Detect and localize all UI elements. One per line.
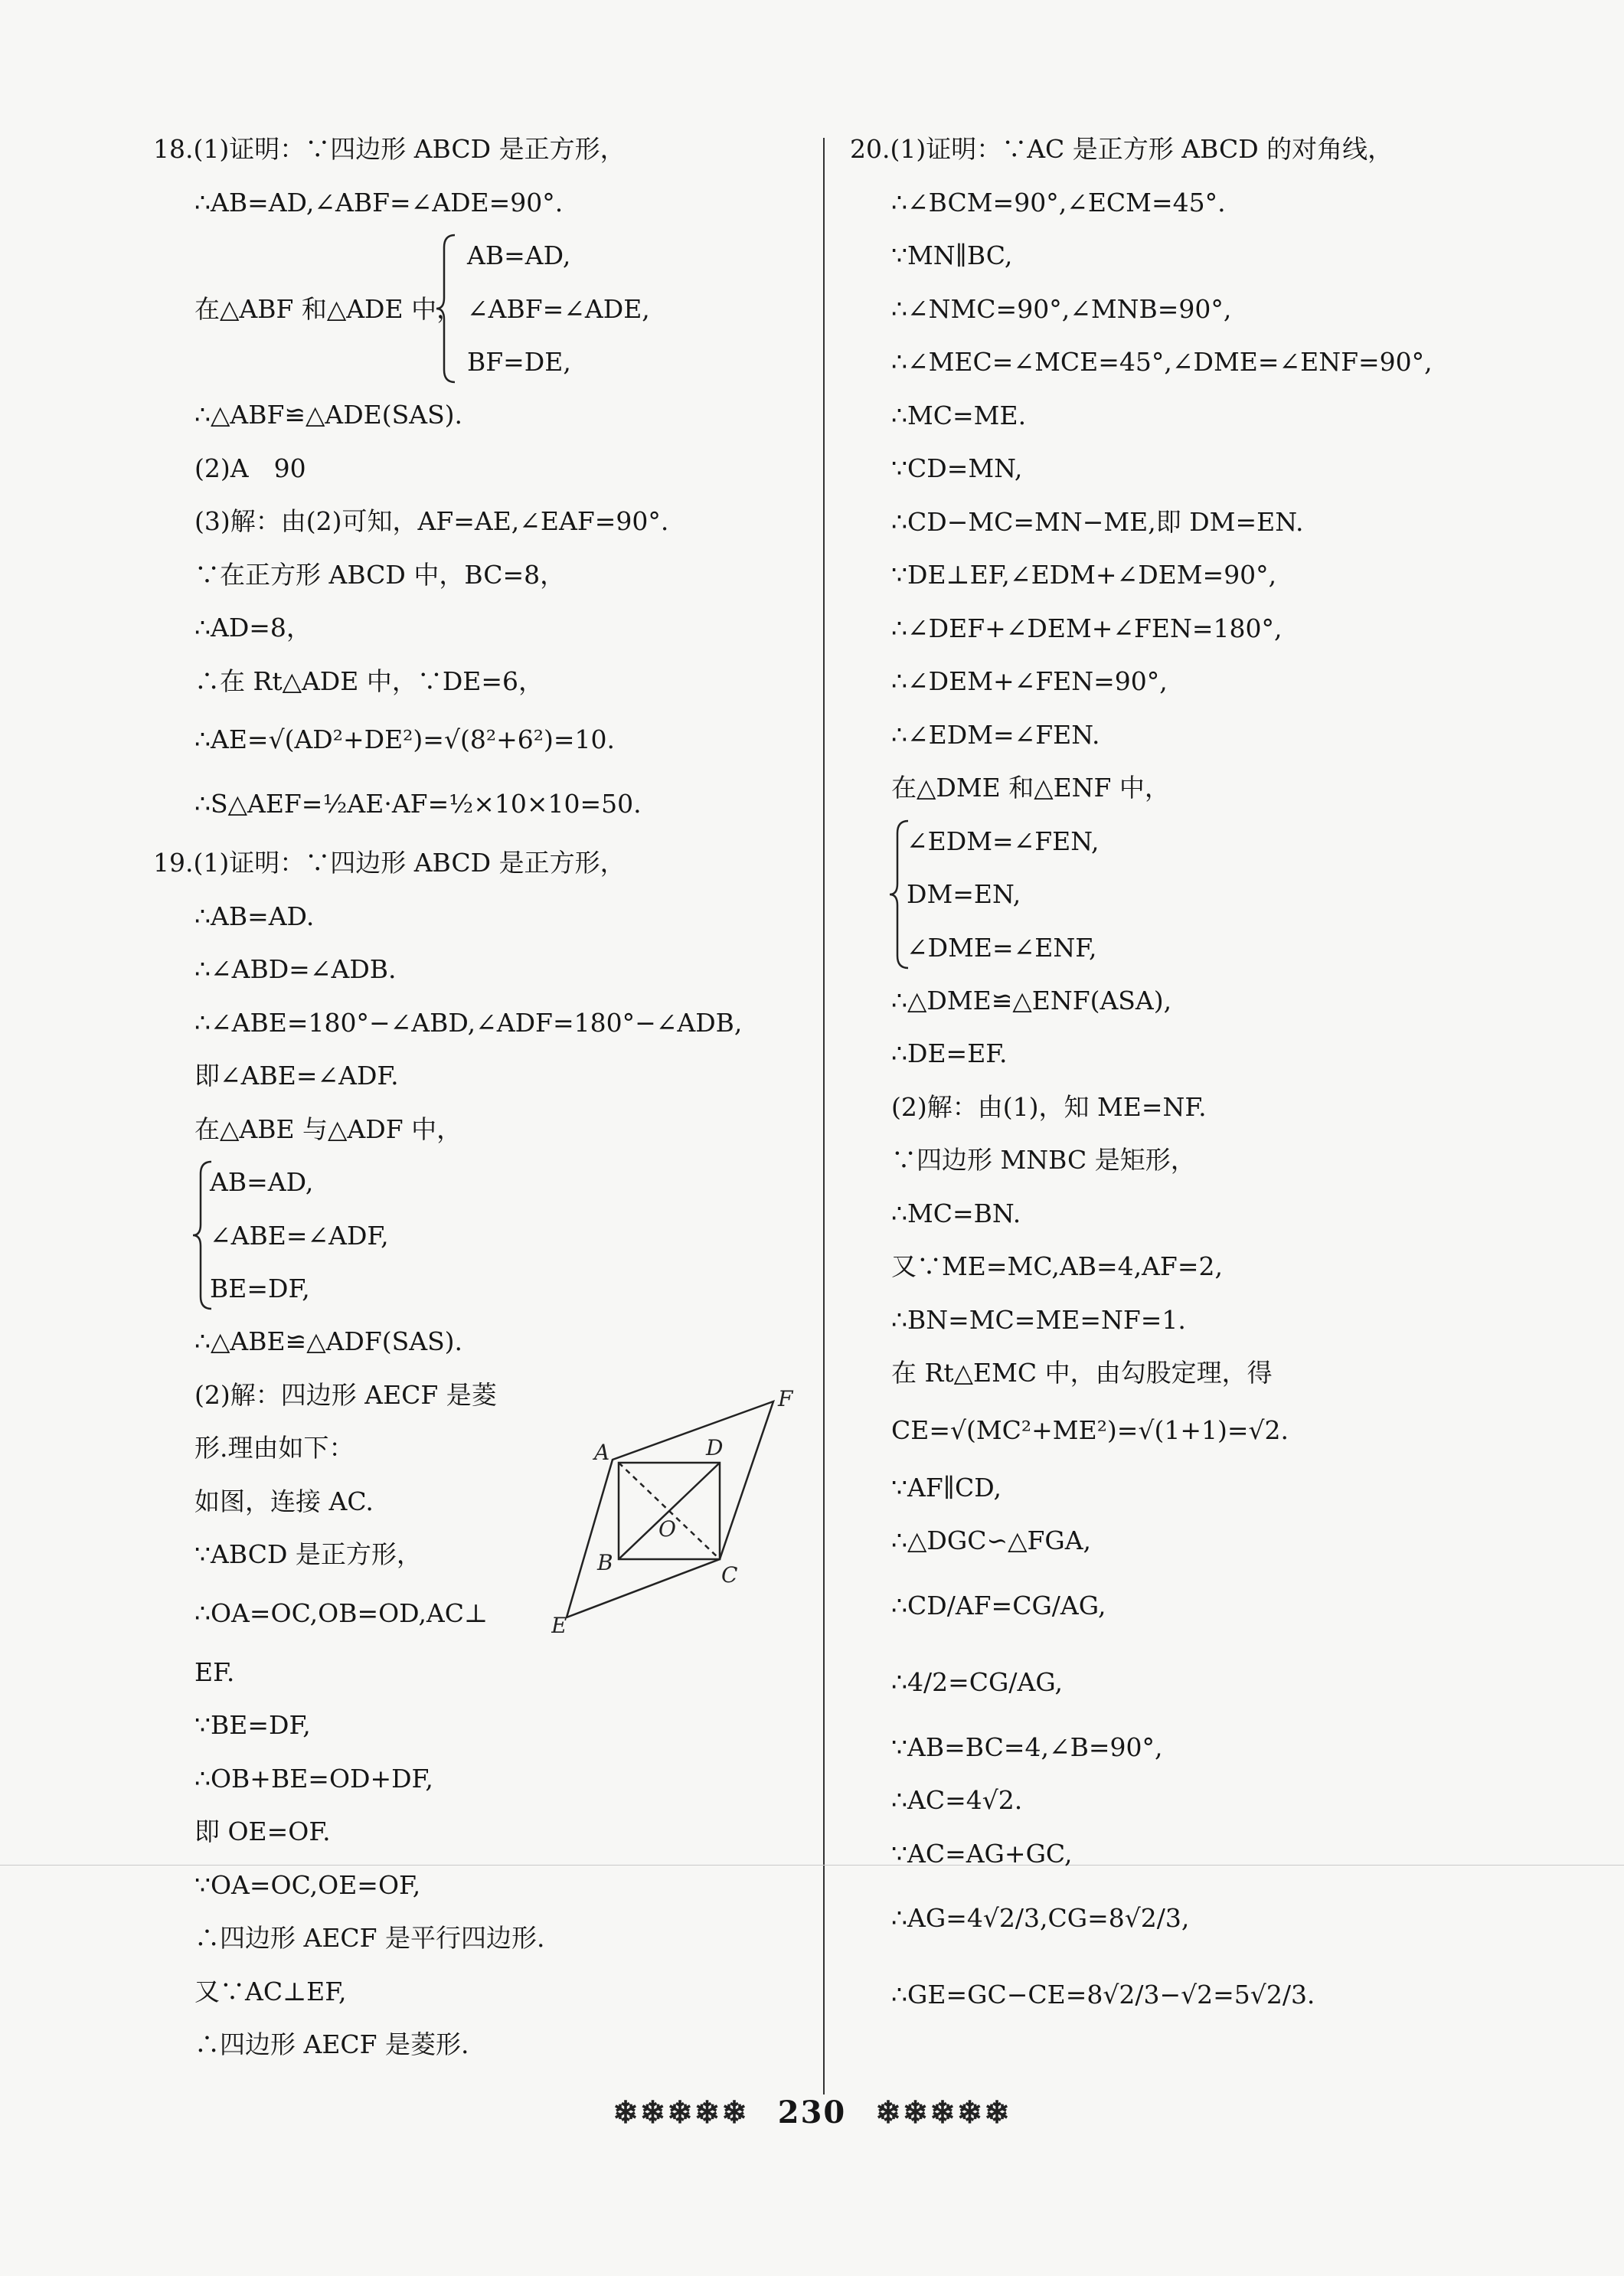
solution-line: CE=√(MC²+ME²)=√(1+1)=√2. (891, 1414, 1289, 1445)
solution-line: ∵CD=MN, (891, 453, 1023, 483)
system-row: BE=DF, (210, 1274, 310, 1303)
label-d: D (706, 1435, 724, 1460)
left-column (153, 123, 796, 2072)
solution-line: ∵MN∥BC, (891, 240, 1013, 270)
solution-line: ∴∠ABE=180°−∠ABD,∠ADF=180°−∠ADB, (194, 1007, 743, 1038)
solution-line: ∴∠DEF+∠DEM+∠FEN=180°, (891, 613, 1283, 643)
label-o: O (658, 1516, 676, 1542)
solution-line: ∴∠DEM+∠FEN=90°, (891, 666, 1168, 696)
system-row: BF=DE, (467, 347, 571, 377)
system-row: AB=AD, (210, 1167, 314, 1197)
solution-line: ∴四边形 AECF 是平行四边形. (194, 1923, 545, 1953)
solution-line: ∵BE=DF, (194, 1710, 311, 1740)
solution-line: ∴△DGC∽△FGA, (891, 1526, 1092, 1555)
solution-line: ∴DE=EF. (891, 1038, 1008, 1068)
solution-line: ∴CD/AF=CG/AG, (891, 1590, 1106, 1620)
system-row: ∠EDM=∠FEN, (907, 826, 1100, 856)
solution-line: ∴△ABF≌△ADE(SAS). (194, 400, 463, 430)
solution-line: 即∠ABE=∠ADF. (194, 1061, 399, 1091)
solution-line: ∴OA=OC,OB=OD,AC⊥ (194, 1597, 489, 1628)
solution-line: ∴S△AEF=½AE·AF=½×10×10=50. (194, 789, 642, 819)
label-a: A (594, 1440, 610, 1465)
solution-line: ∴在 Rt△ADE 中，∵DE=6， (194, 665, 544, 696)
solution-line: ∵ABCD 是正方形， (194, 1539, 422, 1569)
solution-line: ∵AC=AG+GC, (891, 1838, 1073, 1869)
solution-line: ∴AE=√(AD²+DE²)=√(8²+6²)=10. (194, 724, 615, 754)
solution-line: ∴AB=AD. (194, 901, 315, 931)
solution-line: 又∵ME=MC,AB=4,AF=2, (891, 1251, 1223, 1281)
solution-line: ∵在正方形 ABCD 中，BC=8， (194, 559, 566, 590)
solution-line: EF. (194, 1656, 235, 1687)
label-b: B (597, 1550, 613, 1575)
label-e: E (551, 1613, 567, 1638)
column-divider (823, 138, 825, 2095)
solution-line: (2)A 90 (194, 453, 306, 483)
page-footer (0, 2095, 1624, 2130)
solution-line: (3)解：由(2)可知，AF=AE,∠EAF=90°. (194, 506, 669, 536)
solution-line: 如图，连接 AC. (194, 1486, 374, 1516)
solution-line: 形.理由如下： (194, 1433, 355, 1463)
rhombus-figure (551, 1386, 827, 1639)
solution-line: 18.(1)证明：∵四边形 ABCD 是正方形， (153, 134, 626, 164)
solution-line: ∴∠EDM=∠FEN. (891, 719, 1100, 750)
solution-line: (2)解：四边形 AECF 是菱 (194, 1379, 497, 1410)
ornament-right: ❄❄❄❄❄ (875, 2095, 1011, 2130)
solution-line: ∴∠MEC=∠MCE=45°,∠DME=∠ENF=90°, (891, 347, 1433, 377)
system-row: AB=AD, (467, 240, 571, 270)
solution-line: ∵AF∥CD, (891, 1472, 1002, 1503)
solution-line: 在△DME 和△ENF 中， (891, 773, 1170, 803)
solution-line: ∵OA=OC,OE=OF, (194, 1869, 421, 1900)
solution-line: ∴AB=AD,∠ABF=∠ADE=90°. (194, 187, 564, 217)
system-row: ∠DME=∠ENF, (907, 932, 1097, 963)
solution-line: ∴4/2=CG/AG, (891, 1666, 1063, 1697)
label-f: F (778, 1386, 793, 1411)
solution-line: 20.(1)证明：∵AC 是正方形 ABCD 的对角线， (850, 134, 1394, 164)
solution-line: ∴∠BCM=90°,∠ECM=45°. (891, 187, 1226, 217)
solution-line: ∴AG=4√2/3,CG=8√2/3, (891, 1903, 1190, 1933)
solution-line: ∴CD−MC=MN−ME,即 DM=EN. (891, 506, 1304, 537)
label-c: C (721, 1562, 738, 1588)
solution-line: ∴MC=ME. (891, 400, 1027, 430)
solution-line: ∴△DME≌△ENF(ASA), (891, 985, 1172, 1015)
system-prefix: 在△ABF 和△ADE 中， (194, 294, 462, 324)
solution-line: ∴∠ABD=∠ADB. (194, 954, 397, 984)
solution-line: ∵AB=BC=4,∠B=90°, (891, 1732, 1163, 1762)
solution-line: ∴MC=BN. (891, 1198, 1021, 1228)
solution-line: ∴∠NMC=90°,∠MNB=90°, (891, 293, 1232, 324)
equation-system-20 (850, 815, 1501, 974)
solution-line: ∴BN=MC=ME=NF=1. (891, 1304, 1186, 1335)
right-column (850, 123, 1501, 2033)
solution-line: ∴GE=GC−CE=8√2/3−√2=5√2/3. (891, 1980, 1315, 2009)
solution-line: ∵四边形 MNBC 是矩形， (891, 1145, 1196, 1175)
system-row: ∠ABF=∠ADE, (467, 293, 650, 324)
ornament-left: ❄❄❄❄❄ (613, 2095, 749, 2130)
solution-line: ∴△ABE≌△ADF(SAS). (194, 1326, 463, 1356)
solution-line: 19.(1)证明：∵四边形 ABCD 是正方形， (153, 848, 626, 878)
equation-system-18 (153, 229, 796, 388)
equation-system-19 (153, 1156, 796, 1315)
solution-line: 在△ABE 与△ADF 中， (194, 1113, 462, 1144)
solution-line: (2)解：由(1)，知 ME=NF. (891, 1091, 1207, 1122)
page-number: 230 (777, 2095, 847, 2130)
solution-line: ∴AD=8， (194, 613, 312, 643)
system-row: ∠ABE=∠ADF, (210, 1220, 389, 1251)
solution-line: 即 OE=OF. (194, 1817, 331, 1846)
solution-line: ∴四边形 AECF 是菱形. (194, 2029, 469, 2059)
solution-line: 又∵AC⊥EF, (194, 1976, 347, 2006)
solution-line: ∵DE⊥EF,∠EDM+∠DEM=90°, (891, 560, 1277, 590)
solution-line: ∴OB+BE=OD+DF, (194, 1763, 433, 1794)
solution-line: 在 Rt△EMC 中，由勾股定理，得 (891, 1358, 1273, 1388)
solution-line: ∴AC=4√2. (891, 1785, 1023, 1815)
system-row: DM=EN, (907, 879, 1021, 909)
